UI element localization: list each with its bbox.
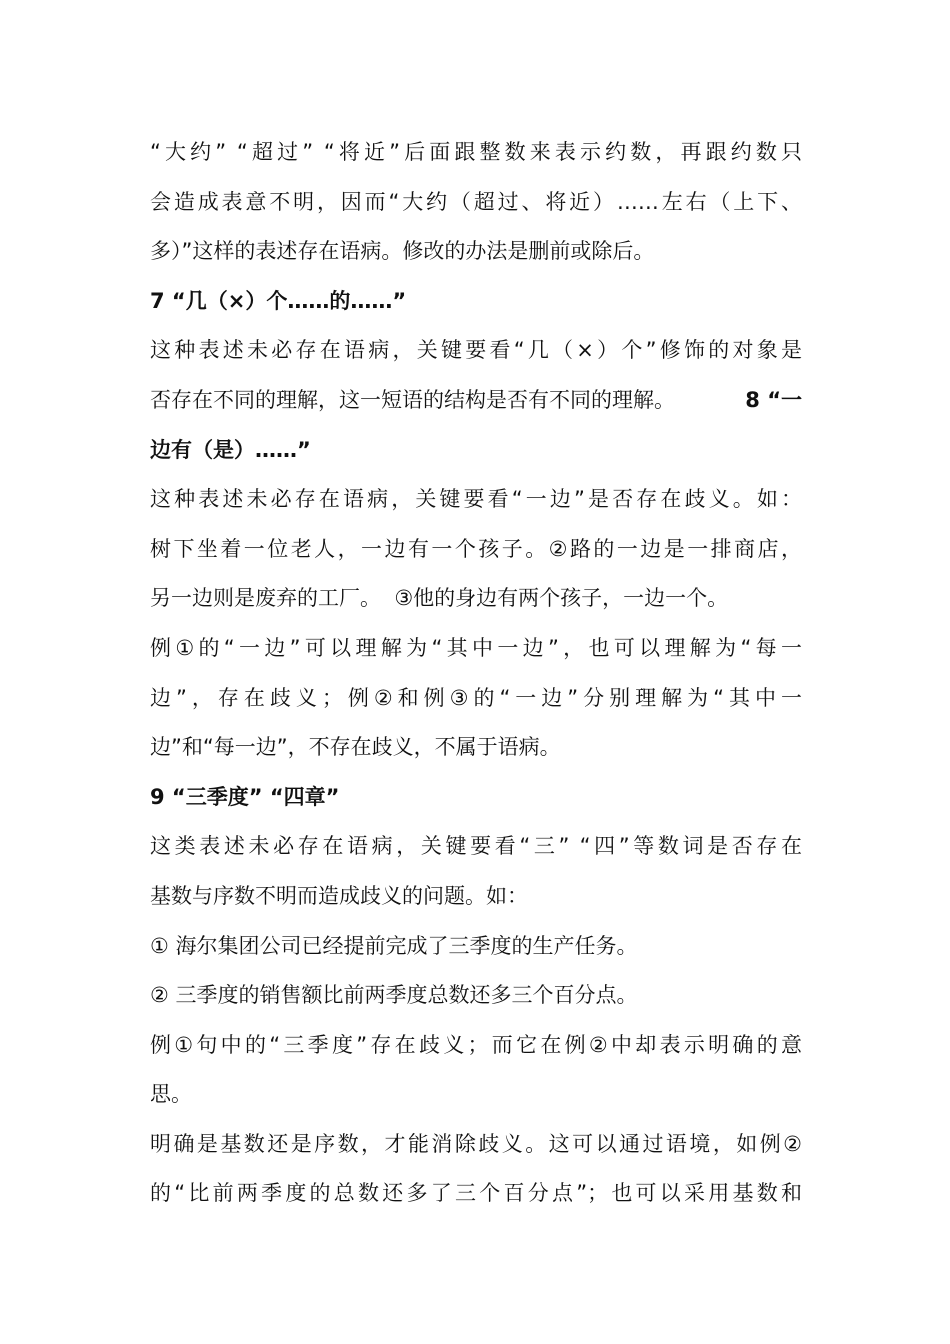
paragraph-line: 这种表述未必存在语病，关键要看“几（×）个”修饰的对象是 (150, 338, 802, 363)
paragraph-line: 的“比前两季度的总数还多了三个百分点”；也可以采用基数和 (150, 1181, 802, 1206)
section-heading-8-end: 边有（是）……” (150, 437, 311, 462)
paragraph-line: 思。 (150, 1082, 192, 1107)
paragraph-line: 多）”这样的表述存在语病。修改的办法是删前或除后。 (150, 239, 655, 264)
paragraph-line: 这种表述未必存在语病，关键要看“一边”是否存在歧义。如： (150, 487, 802, 512)
paragraph-line: 边”和“每一边”，不存在歧义，不属于语病。 (150, 735, 561, 760)
document-body (150, 128, 802, 1219)
paragraph-line: 边”，存在歧义；例②和例③的“一边”分别理解为“其中一 (150, 685, 802, 710)
paragraph-line: 例①句中的“三季度”存在歧义；而它在例②中却表示明确的意 (150, 1032, 802, 1057)
paragraph-text: 否存在不同的理解，这一短语的结构是否有不同的理解。 (150, 387, 675, 412)
paragraph-line: “大约” “超过” “将近”后面跟整数来表示约数，再跟约数只 (150, 140, 802, 164)
paragraph-line: 树下坐着一位老人，一边有一个孩子。②路的一边是一排商店， (150, 536, 802, 561)
paragraph-line: 明确是基数还是序数，才能消除歧义。这可以通过语境，如例② (150, 1131, 802, 1156)
paragraph-line: 例①的“一边”可以理解为“其中一边”，也可以理解为“每一 (150, 635, 802, 660)
paragraph-line: 另一边则是废弃的工厂。 ③他的身边有两个孩子，一边一个。 (150, 586, 729, 611)
example-item-1: ① 海尔集团公司已经提前完成了三季度的生产任务。 (150, 933, 638, 958)
paragraph-line-with-heading (150, 376, 802, 426)
paragraph-line: 这类表述未必存在语病，关键要看“三” “四”等数词是否存在 (150, 834, 802, 859)
paragraph-line: 会造成表意不明，因而“大约（超过、将近）……左右（上下、 (150, 189, 802, 214)
section-heading-8-start: 8 “一 (745, 387, 802, 412)
example-item-2: ② 三季度的销售额比前两季度总数还多三个百分点。 (150, 983, 638, 1008)
section-heading-7: 7 “几（×）个……的……” (150, 288, 407, 313)
paragraph-line: 基数与序数不明而造成歧义的问题。如： (150, 883, 528, 908)
section-heading-9: 9 “三季度” “四章” (150, 784, 340, 809)
